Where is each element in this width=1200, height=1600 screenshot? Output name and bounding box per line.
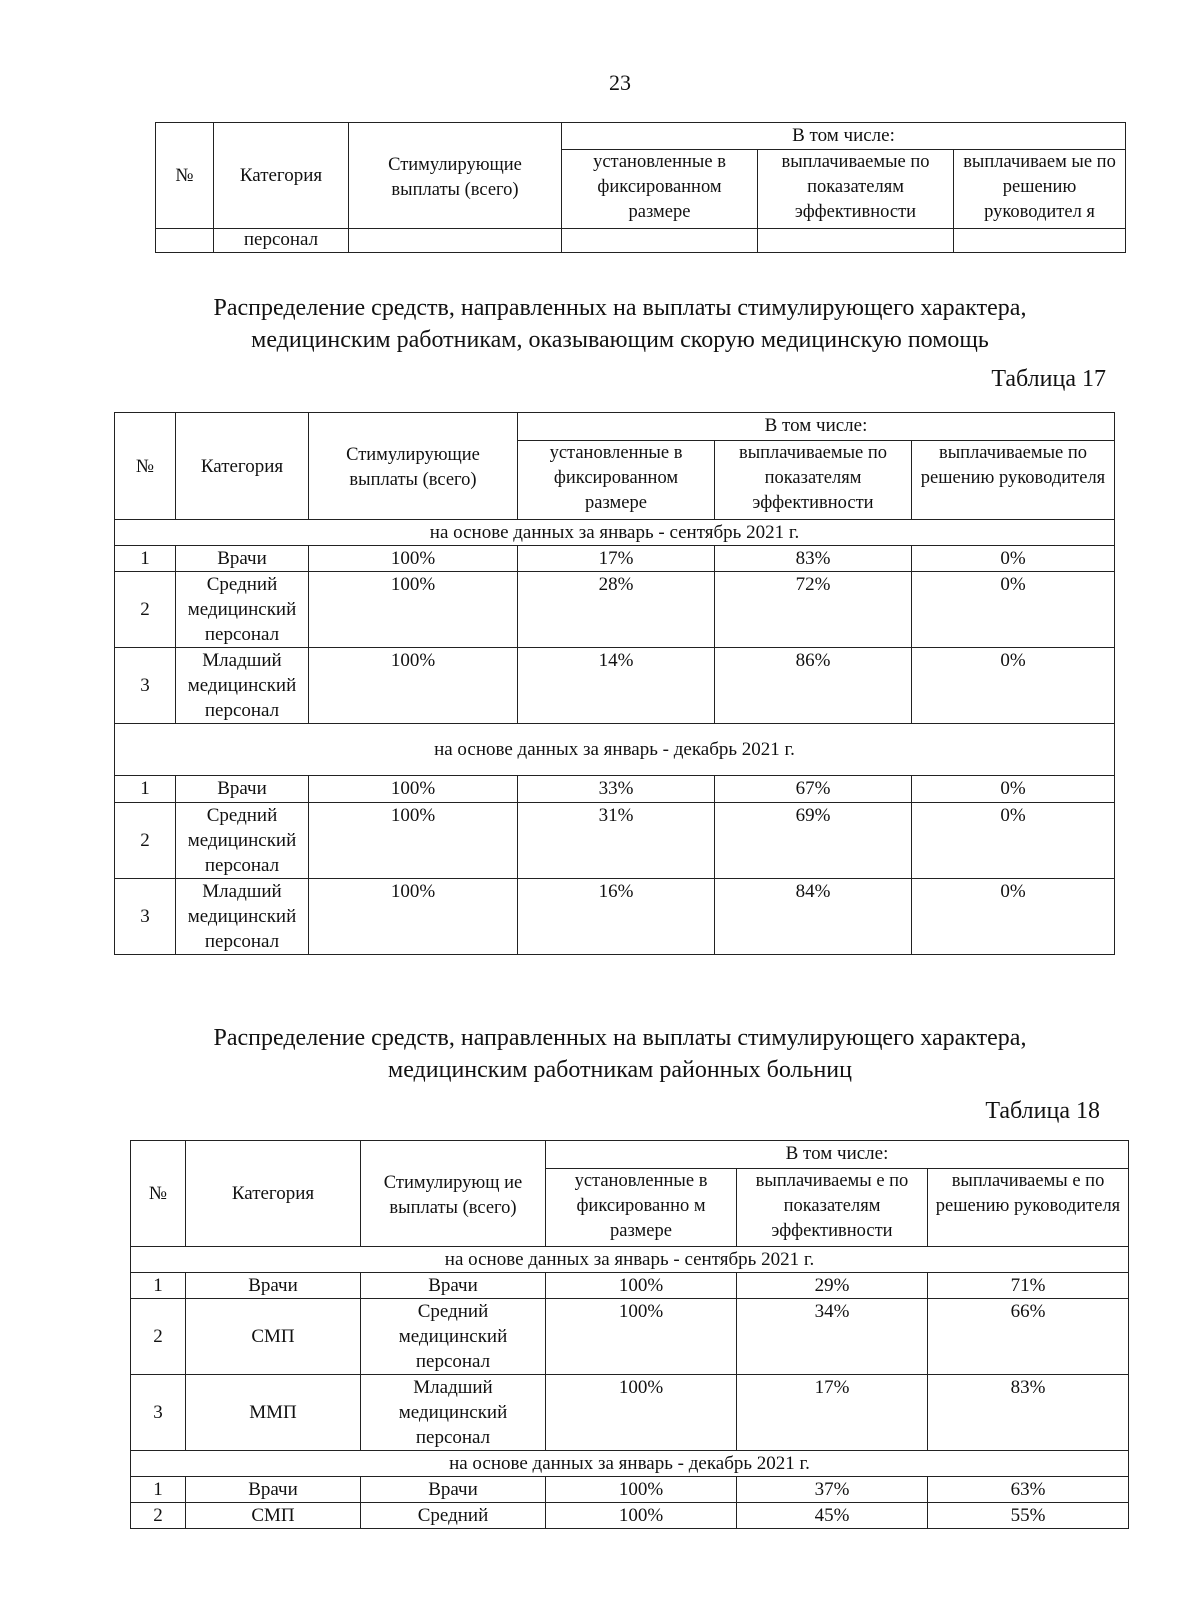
table-row bbox=[115, 572, 1115, 648]
t17-fixed: 31% bbox=[518, 803, 715, 879]
t17-fixed: 28% bbox=[518, 572, 715, 648]
table18 bbox=[130, 1140, 1129, 1529]
table17-caption: Таблица 17 bbox=[991, 366, 1106, 392]
t18-category: СМП bbox=[186, 1503, 361, 1529]
t17-manager: 0% bbox=[912, 572, 1115, 648]
t17-header-manager: выплачиваемые по решению руководителя bbox=[912, 441, 1115, 520]
t17-total: 100% bbox=[309, 803, 518, 879]
t17-manager: 0% bbox=[912, 879, 1115, 955]
t17-total: 100% bbox=[309, 572, 518, 648]
t17-category: Средний медицинский персонал bbox=[176, 572, 309, 648]
t18-header-num: № bbox=[131, 1141, 186, 1247]
t18-col6: 83% bbox=[928, 1375, 1129, 1451]
t17-header-efficiency: выплачиваемые по показателям эффективности bbox=[715, 441, 912, 520]
t18-header-manager: выплачиваемы е по решению руководителя bbox=[928, 1169, 1129, 1247]
t18-col4: 100% bbox=[546, 1477, 737, 1503]
t17-num: 1 bbox=[115, 546, 176, 572]
t18-header-category: Категория bbox=[186, 1141, 361, 1247]
t17-num: 3 bbox=[115, 879, 176, 955]
t17-category: Младший медицинский персонал bbox=[176, 648, 309, 724]
t18-col3: Врачи bbox=[361, 1477, 546, 1503]
t18-col4: 100% bbox=[546, 1299, 737, 1375]
t18-col3: Средний медицинский персонал bbox=[361, 1299, 546, 1375]
table17 bbox=[114, 412, 1115, 955]
table18-heading: Распределение средств, направленных на выплаты стимулирующего характера, медицинским работникам районных больниц bbox=[213, 1025, 1027, 1083]
t17-fixed: 14% bbox=[518, 648, 715, 724]
table-row bbox=[131, 1273, 1129, 1299]
header-category: Категория bbox=[214, 123, 349, 229]
t17-total: 100% bbox=[309, 546, 518, 572]
table-row bbox=[131, 1375, 1129, 1451]
table-row bbox=[115, 546, 1115, 572]
t17-efficiency: 72% bbox=[715, 572, 912, 648]
t18-col6: 71% bbox=[928, 1273, 1129, 1299]
t17-header-num: № bbox=[115, 413, 176, 520]
t17-num: 3 bbox=[115, 648, 176, 724]
t17-num: 2 bbox=[115, 572, 176, 648]
t18-col6: 63% bbox=[928, 1477, 1129, 1503]
t18-num: 3 bbox=[131, 1375, 186, 1451]
table17-heading: Распределение средств, направленных на выплаты стимулирующего характера, медицинским работникам, оказывающим скорую медицинскую помощь bbox=[213, 295, 1027, 353]
table-row bbox=[131, 1503, 1129, 1529]
t17-section-title: на основе данных за январь - декабрь 2021 г. bbox=[115, 724, 1115, 776]
table-row bbox=[115, 879, 1115, 955]
cell-num bbox=[156, 229, 214, 253]
table-row bbox=[131, 1299, 1129, 1375]
t17-category: Врачи bbox=[176, 546, 309, 572]
t18-section-title: на основе данных за январь - декабрь 2021 г. bbox=[131, 1451, 1129, 1477]
t18-col4: 100% bbox=[546, 1273, 737, 1299]
t17-header-category: Категория bbox=[176, 413, 309, 520]
t17-total: 100% bbox=[309, 879, 518, 955]
header-fixed: установленные в фиксированном размере bbox=[562, 150, 758, 229]
table-row bbox=[115, 648, 1115, 724]
t18-col4: 100% bbox=[546, 1503, 737, 1529]
t17-efficiency: 86% bbox=[715, 648, 912, 724]
t18-category: СМП bbox=[186, 1299, 361, 1375]
cell-total bbox=[349, 229, 562, 253]
t18-category: ММП bbox=[186, 1375, 361, 1451]
cell-manager bbox=[954, 229, 1126, 253]
table-row bbox=[115, 803, 1115, 879]
t17-fixed: 16% bbox=[518, 879, 715, 955]
t17-header-fixed: установленные в фиксированном размере bbox=[518, 441, 715, 520]
t18-header-fixed: установленные в фиксированно м размере bbox=[546, 1169, 737, 1247]
t18-header-including: В том числе: bbox=[546, 1141, 1129, 1169]
t18-num: 2 bbox=[131, 1299, 186, 1375]
t17-category: Младший медицинский персонал bbox=[176, 879, 309, 955]
t18-num: 2 bbox=[131, 1503, 186, 1529]
cell-efficiency bbox=[758, 229, 954, 253]
t17-manager: 0% bbox=[912, 648, 1115, 724]
t17-manager: 0% bbox=[912, 546, 1115, 572]
cell-category: персонал bbox=[214, 229, 349, 253]
table-row bbox=[131, 1477, 1129, 1503]
header-including: В том числе: bbox=[562, 123, 1126, 150]
header-total: Стимулирующие выплаты (всего) bbox=[349, 123, 562, 229]
header-manager: выплачиваем ые по решению руководител я bbox=[954, 150, 1126, 229]
t18-col3: Средний bbox=[361, 1503, 546, 1529]
t17-fixed: 33% bbox=[518, 776, 715, 803]
table-row bbox=[115, 776, 1115, 803]
page-number: 23 bbox=[609, 70, 631, 95]
t17-total: 100% bbox=[309, 776, 518, 803]
t17-fixed: 17% bbox=[518, 546, 715, 572]
t17-efficiency: 84% bbox=[715, 879, 912, 955]
t17-num: 1 bbox=[115, 776, 176, 803]
cell-fixed bbox=[562, 229, 758, 253]
t17-category: Средний медицинский персонал bbox=[176, 803, 309, 879]
t18-col5: 17% bbox=[737, 1375, 928, 1451]
t17-efficiency: 69% bbox=[715, 803, 912, 879]
t18-col3: Врачи bbox=[361, 1273, 546, 1299]
t17-manager: 0% bbox=[912, 776, 1115, 803]
t18-col5: 37% bbox=[737, 1477, 928, 1503]
table18-caption: Таблица 18 bbox=[985, 1098, 1100, 1124]
t17-total: 100% bbox=[309, 648, 518, 724]
t17-efficiency: 67% bbox=[715, 776, 912, 803]
t18-col3: Младший медицинский персонал bbox=[361, 1375, 546, 1451]
t18-col6: 55% bbox=[928, 1503, 1129, 1529]
t18-col6: 66% bbox=[928, 1299, 1129, 1375]
t18-num: 1 bbox=[131, 1477, 186, 1503]
header-efficiency: выплачиваемые по показателям эффективности bbox=[758, 150, 954, 229]
t18-header-total: Стимулирующ ие выплаты (всего) bbox=[361, 1141, 546, 1247]
t18-category: Врачи bbox=[186, 1273, 361, 1299]
t18-col5: 29% bbox=[737, 1273, 928, 1299]
t17-efficiency: 83% bbox=[715, 546, 912, 572]
t18-col5: 34% bbox=[737, 1299, 928, 1375]
header-num: № bbox=[156, 123, 214, 229]
t18-section-title: на основе данных за январь - сентябрь 2021 г. bbox=[131, 1247, 1129, 1273]
t17-category: Врачи bbox=[176, 776, 309, 803]
t18-num: 1 bbox=[131, 1273, 186, 1299]
t18-col5: 45% bbox=[737, 1503, 928, 1529]
t18-col4: 100% bbox=[546, 1375, 737, 1451]
t17-section-title: на основе данных за январь - сентябрь 2021 г. bbox=[115, 520, 1115, 546]
t17-manager: 0% bbox=[912, 803, 1115, 879]
t18-header-efficiency: выплачиваемы е по показателям эффективности bbox=[737, 1169, 928, 1247]
continued-table bbox=[155, 122, 1126, 253]
t17-num: 2 bbox=[115, 803, 176, 879]
t18-category: Врачи bbox=[186, 1477, 361, 1503]
t17-header-total: Стимулирующие выплаты (всего) bbox=[309, 413, 518, 520]
t17-header-including: В том числе: bbox=[518, 413, 1115, 441]
